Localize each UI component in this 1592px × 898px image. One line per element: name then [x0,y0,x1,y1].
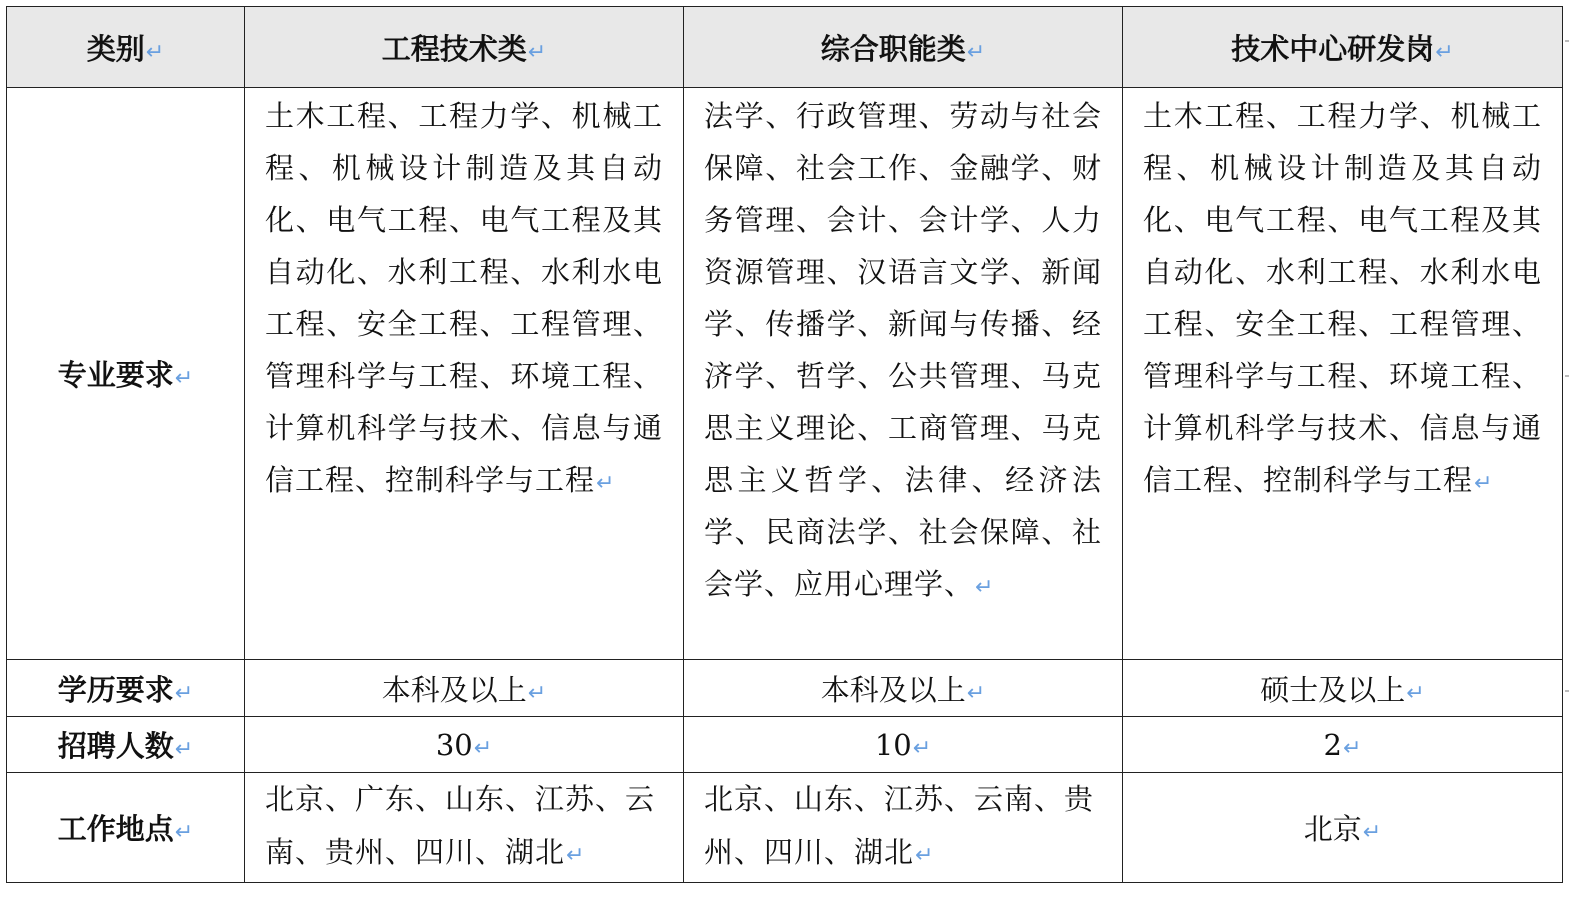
row-label-headcount [7,717,245,773]
cell-major-engineering [245,88,684,660]
cell-headcount-engineering [245,717,684,773]
paragraph-mark-icon: ↵ [966,680,986,706]
cell-text: 法学、行政管理、劳动与社会保障、社会工作、金融学、财务管理、会计、会计学、人力资源管理、汉语言文学、新闻学、传播学、新闻与传播、经济学、哲学、公共管理、马克思主义理论、工商管理、马克思主义哲学、法律、经济法学、民商法学、社会保障、社会学、应用心理学、 [704,99,1102,601]
cell-location-rd [1123,773,1563,883]
cell-education-rd [1123,660,1563,717]
margin-marks [1565,40,1573,740]
row-label-location [7,773,245,883]
row-label-major [7,88,245,660]
paragraph-mark-icon: ↵ [174,680,194,706]
row-label-text: 工作地点 [57,812,174,846]
cell-text: 10 [874,727,912,762]
paragraph-mark-icon: ↵ [527,39,547,65]
paragraph-mark-icon: ↵ [1406,680,1425,706]
header-category-text: 类别 [86,31,145,66]
header-rd [1123,7,1563,88]
paragraph-mark-icon: ↵ [1435,39,1454,65]
cell-location-engineering [245,773,684,883]
cell-text: 本科及以上 [381,672,527,707]
header-general-text: 综合职能类 [820,31,966,66]
cell-education-general [684,660,1123,717]
recruitment-table [6,6,1563,883]
cell-text: 土木工程、工程力学、机械工程、机械设计制造及其自动化、电气工程、电气工程及其自动化、水利工程、水利水电工程、安全工程、工程管理、管理科学与工程、环境工程、计算机科学与技术、信息与通信工程、控制科学与工程 [1143,99,1542,497]
paragraph-mark-icon: ↵ [596,471,616,496]
cell-text: 北京、广东、山东、江苏、云南、贵州、四川、湖北 [265,782,656,869]
header-category [7,7,245,88]
cell-text: 30 [435,727,473,762]
row-label-text: 专业要求 [57,358,174,392]
cell-text: 2 [1323,727,1342,762]
paragraph-mark-icon: ↵ [174,366,194,391]
header-engineering-text: 工程技术类 [381,31,527,66]
cell-text: 土木工程、工程力学、机械工程、机械设计制造及其自动化、电气工程、电气工程及其自动化、水利工程、水利水电工程、安全工程、工程管理、管理科学与工程、环境工程、计算机科学与技术、信息与通信工程、控制科学与工程 [265,99,663,497]
cell-text: 本科及以上 [820,672,966,707]
row-label-text: 招聘人数 [57,729,174,763]
header-general [684,7,1123,88]
cell-text: 北京、山东、江苏、云南、贵州、四川、湖北 [704,782,1095,869]
row-headcount [7,717,1563,773]
paragraph-mark-icon: ↵ [473,735,493,761]
margin-tick [1565,690,1569,692]
margin-tick [1565,375,1569,377]
paragraph-mark-icon: ↵ [174,737,194,762]
cell-headcount-rd [1123,717,1563,773]
row-label-education [7,660,245,717]
cell-headcount-general [684,717,1123,773]
cell-location-general [684,773,1123,883]
cell-major-general [684,88,1123,660]
row-location [7,773,1563,883]
paragraph-mark-icon: ↵ [174,820,194,845]
cell-major-rd [1123,88,1563,660]
paragraph-mark-icon: ↵ [145,39,165,65]
paragraph-mark-icon: ↵ [966,39,986,65]
row-label-text: 学历要求 [57,672,174,707]
paragraph-mark-icon: ↵ [1474,471,1494,496]
header-rd-text: 技术中心研发岗 [1231,31,1435,66]
margin-tick [1565,40,1569,42]
header-row [7,7,1563,88]
paragraph-mark-icon: ↵ [527,680,547,706]
header-engineering [245,7,684,88]
paragraph-mark-icon: ↵ [912,735,932,761]
row-education [7,660,1563,717]
paragraph-mark-icon: ↵ [1343,735,1362,761]
cell-text: 北京 [1303,812,1362,846]
paragraph-mark-icon: ↵ [566,843,586,868]
cell-text: 硕士及以上 [1260,672,1406,707]
row-major [7,88,1563,660]
paragraph-mark-icon: ↵ [975,575,995,600]
paragraph-mark-icon: ↵ [915,843,935,868]
cell-education-engineering [245,660,684,717]
paragraph-mark-icon: ↵ [1362,820,1382,845]
